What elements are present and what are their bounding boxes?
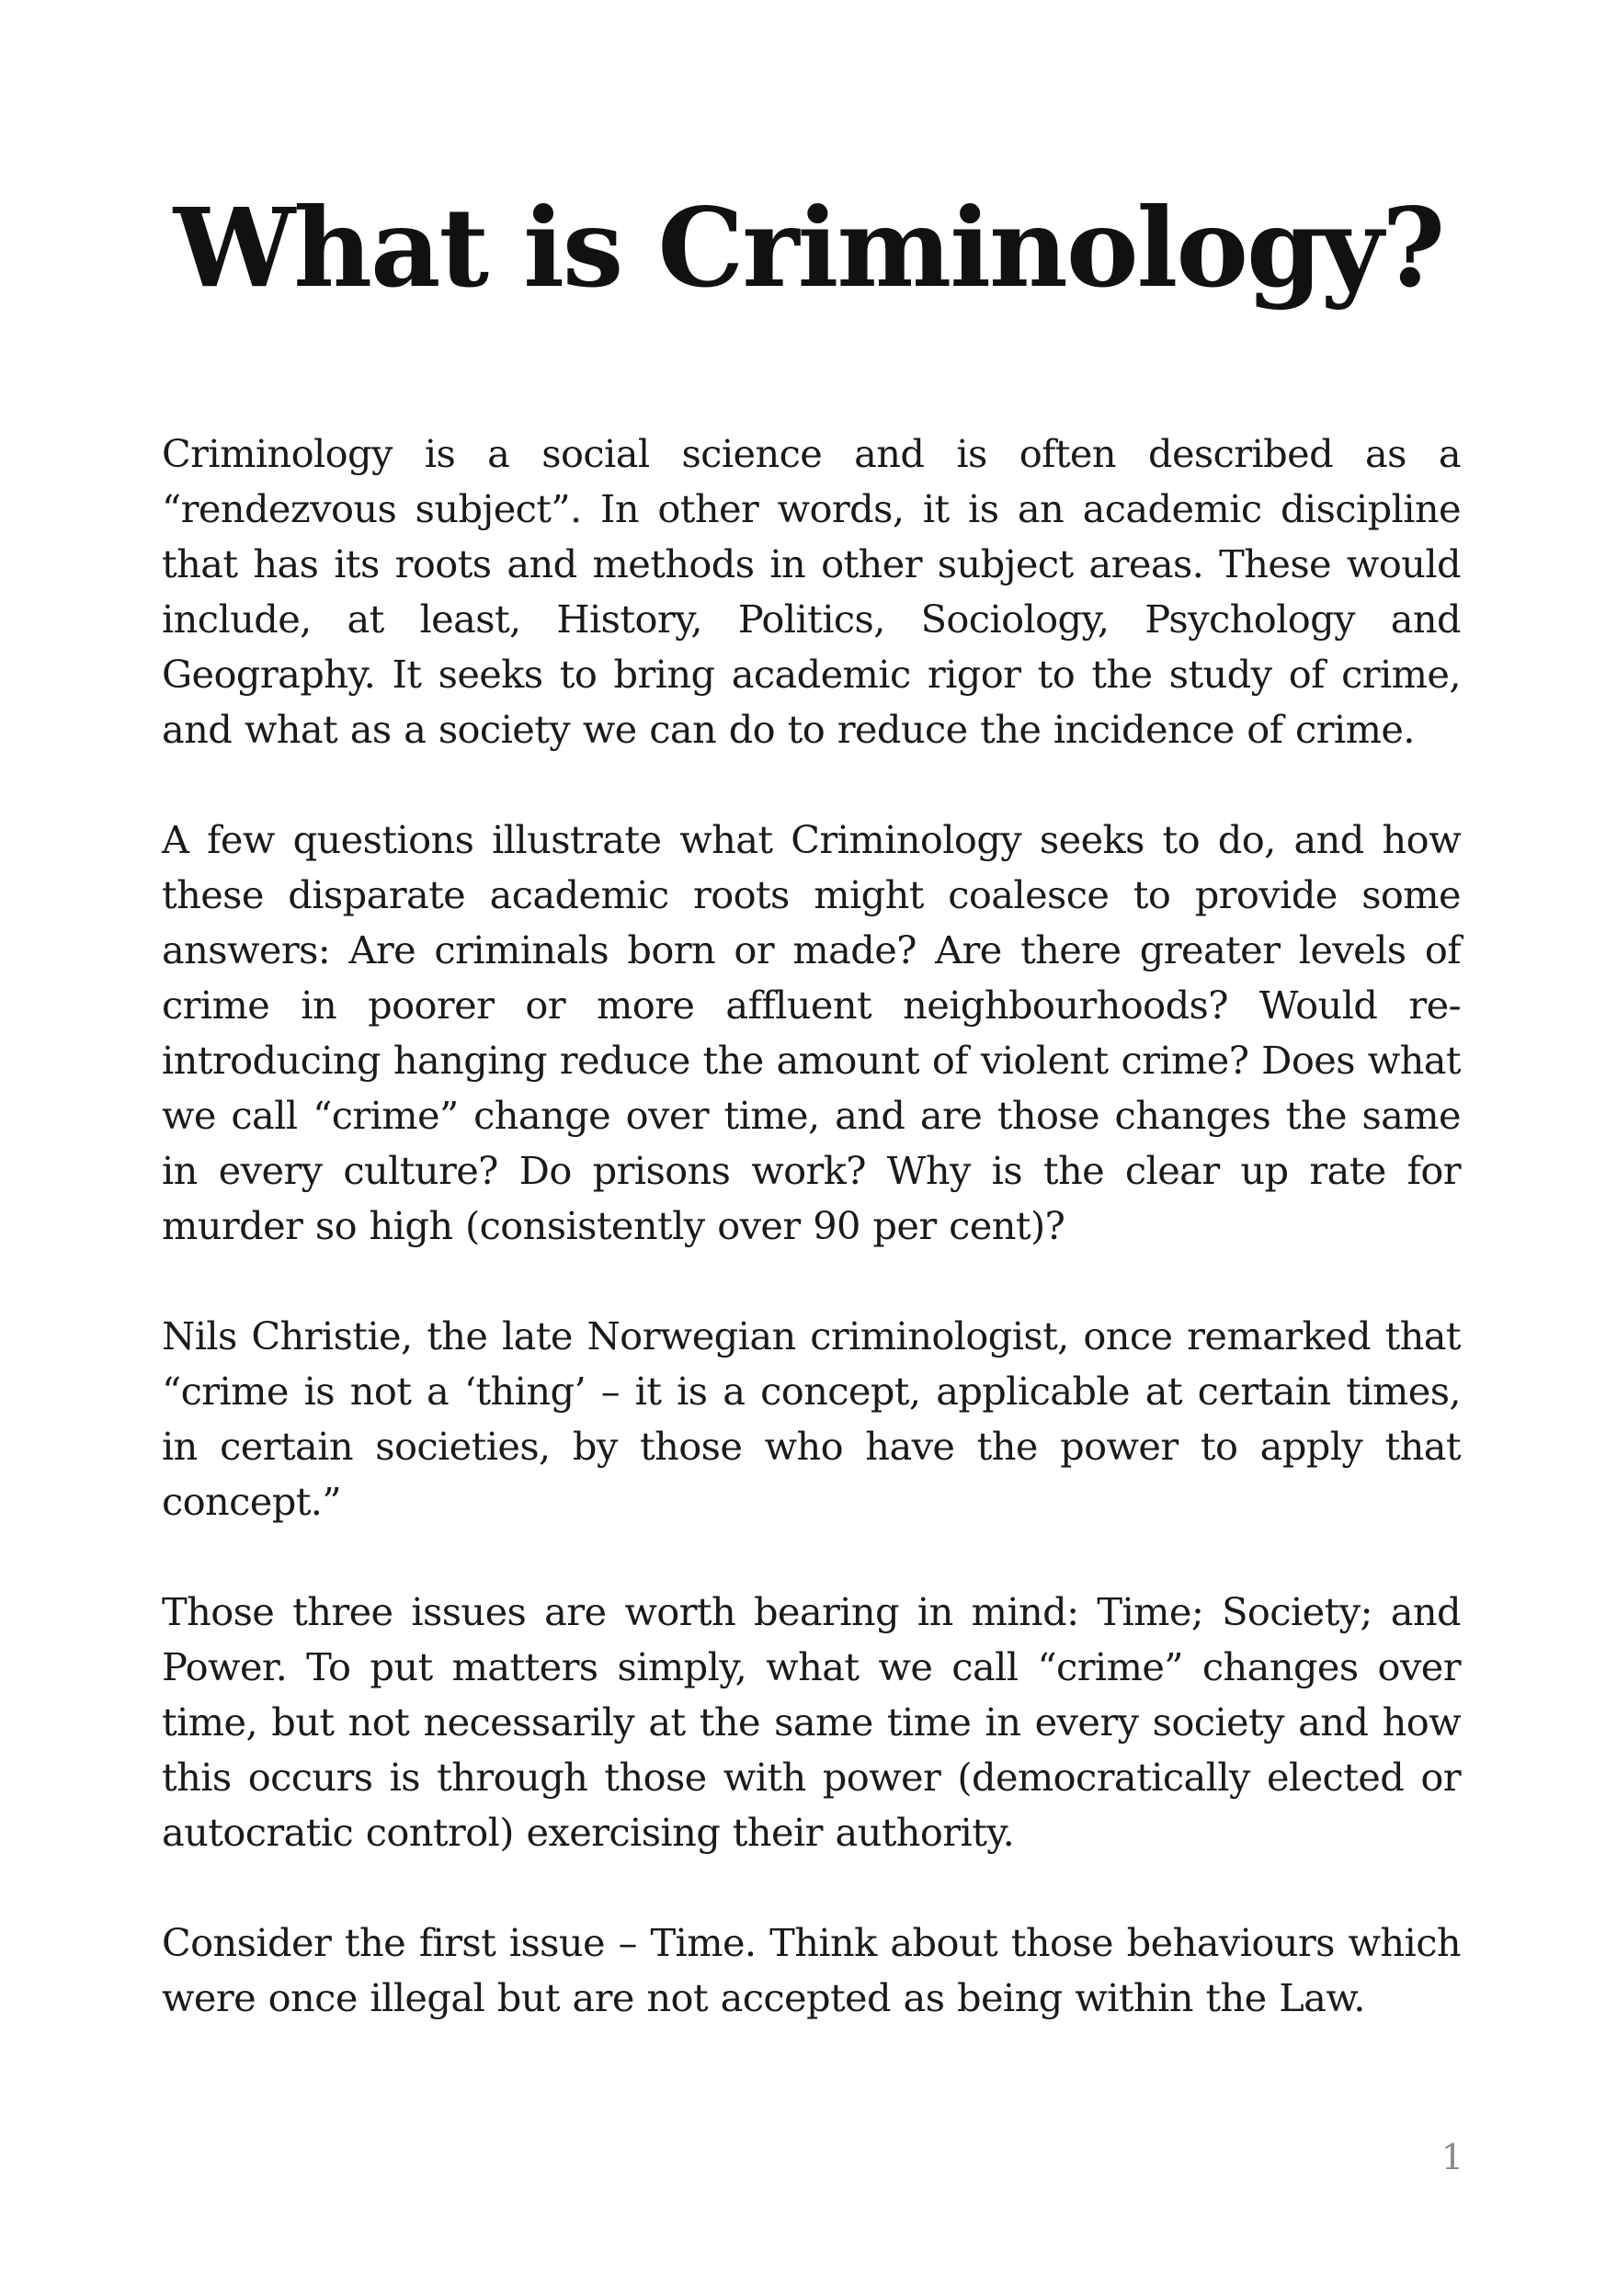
document-body [162,426,1461,2081]
paragraph-time-issue: Consider the first issue – Time. Think about those behaviours which were once illegal but are not accepted as being within the Law. [162,1920,1461,2020]
page-title: What is Criminology? [173,184,1444,312]
paragraph-christie-quote: Nils Christie, the late Norwegian criminologist, once remarked that “crime is not a ‘thing’ – it is a concept, applicable at certain times, in certain societies, by those who have the power to apply that concept.” [162,1313,1461,1524]
page-number: 1 [1440,2137,1463,2177]
paragraph-questions: A few questions illustrate what Criminology seeks to do, and how these disparate academic roots might coalesce to provide some answers: Are criminals born or made? Are there greater levels of crime in poorer or more affluent neighbourhoods? Would re-introducing hanging reduce the amount of violent crime? Does what we call “crime” change over time, and are those changes the same in every culture? Do prisons work? Why is the clear up rate for murder so high (consistently over 90 per cent)? [162,817,1461,1248]
paragraph-three-issues: Those three issues are worth bearing in mind: Time; Society; and Power. To put matters simply, what we call “crime” changes over time, but not necessarily at the same time in every society and how this occurs is through those with power (democratically elected or autocratic control) exercising their authority. [162,1589,1461,1855]
paragraph-intro: Criminology is a social science and is often described as a “rendezvous subject”. In other words, it is an academic discipline that has its roots and methods in other subject areas. These would include, at least, History, Politics, Sociology, Psychology and Geography. It seeks to bring academic rigor to the study of crime, and what as a society we can do to reduce the incidence of crime. [162,431,1461,752]
